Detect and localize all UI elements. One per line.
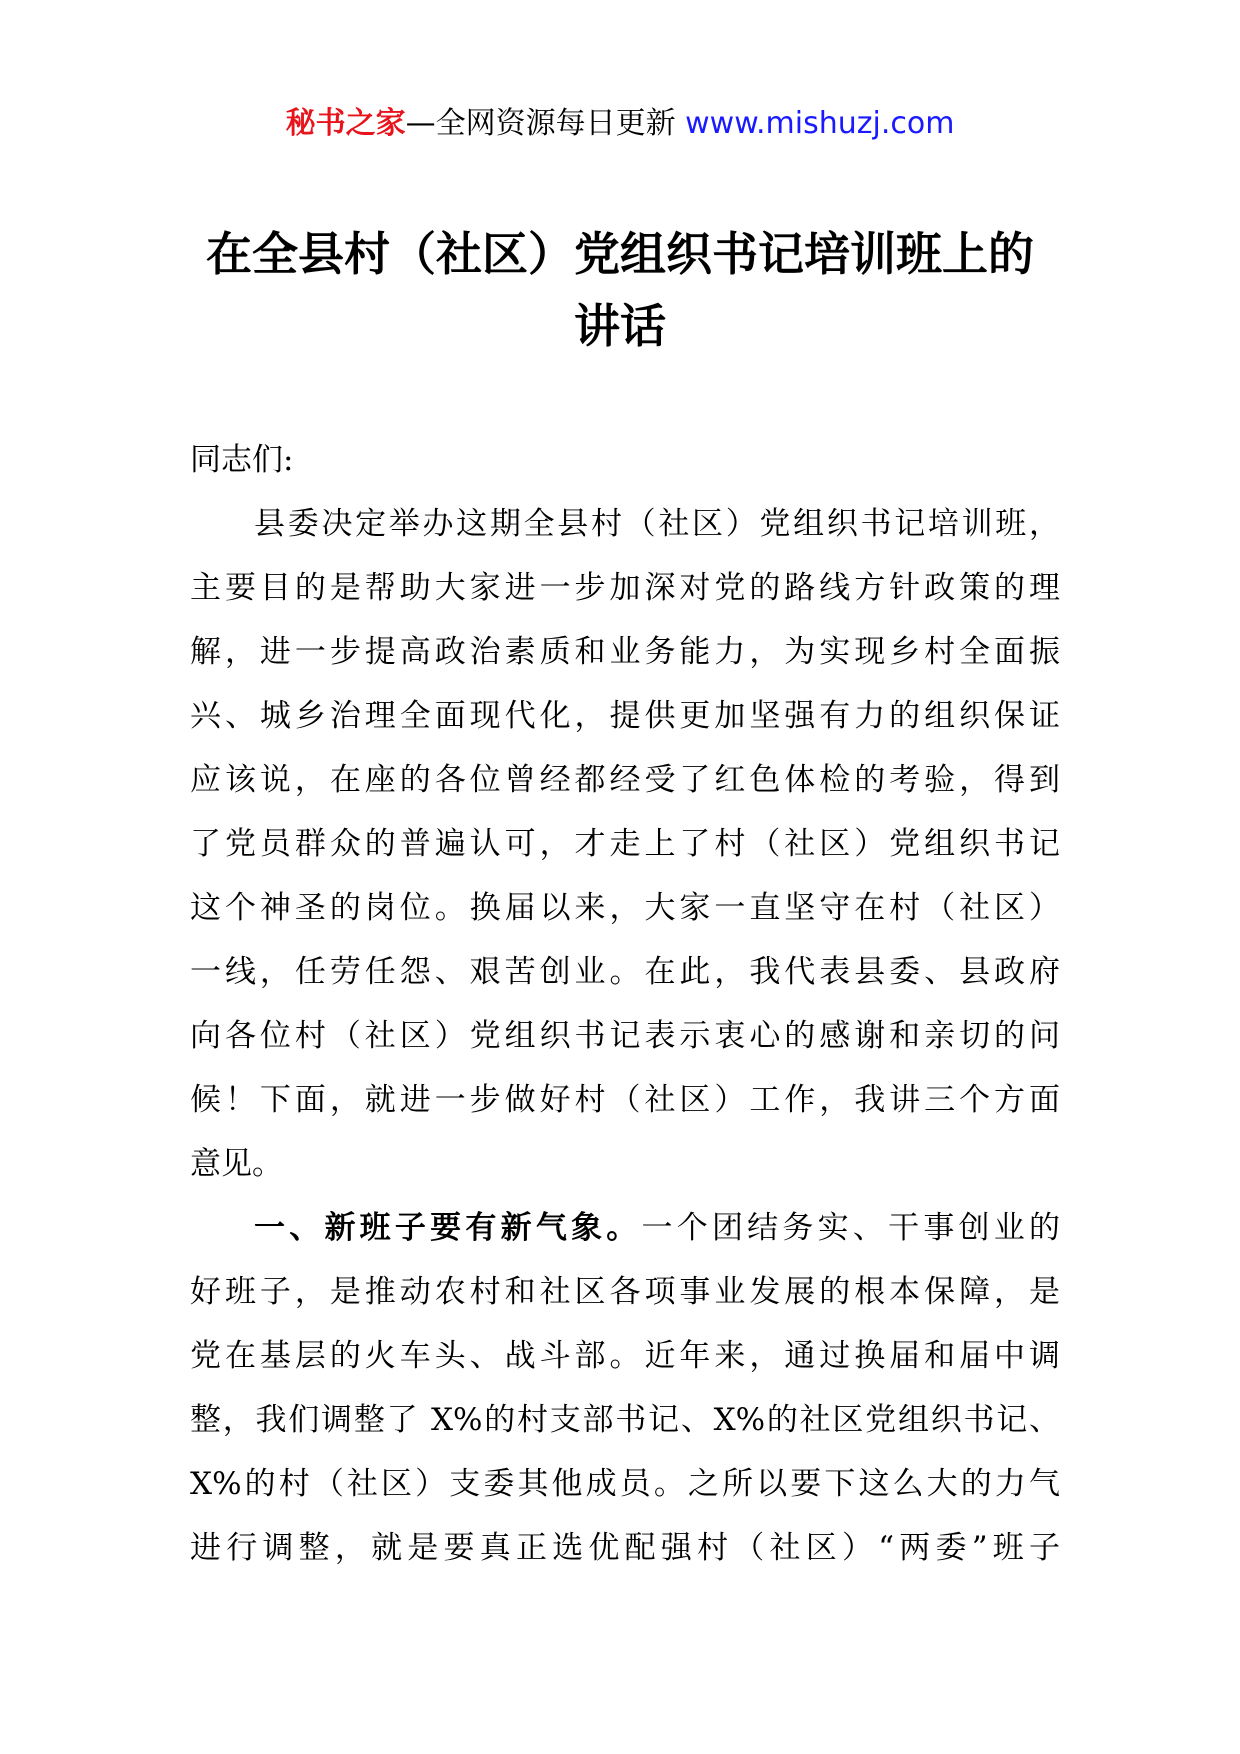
paragraph-line: 一线，任劳任怨、艰苦创业。在此，我代表县委、县政府 <box>190 954 1060 990</box>
title-line-1: 在全县村（社区）党组织书记培训班上的 <box>206 227 1034 281</box>
paragraph-line: 这个神圣的岗位。换届以来，大家一直坚守在村（社区） <box>190 890 1060 926</box>
paragraph-line: 主要目的是帮助大家进一步加深对党的路线方针政策的理 <box>190 570 1060 606</box>
paragraph-1 <box>190 492 1060 1196</box>
paragraph-line: 候！下面，就进一步做好村（社区）工作，我讲三个方面 <box>190 1082 1060 1118</box>
paragraph-line: 县委决定举办这期全县村（社区）党组织书记培训班， <box>254 506 1060 542</box>
section-1 <box>190 1196 1060 1580</box>
title-line-2: 讲话 <box>574 299 666 353</box>
site-header <box>0 102 1240 146</box>
paragraph-line: 应该说，在座的各位曾经都经受了红色体检的考验，得到 <box>190 762 1060 798</box>
section-first-line <box>190 1196 1060 1260</box>
paragraph-line: 兴、城乡治理全面现代化，提供更加坚强有力的组织保证 <box>190 698 1060 734</box>
salutation: 同志们: <box>190 442 294 478</box>
section-heading: 一、新班子要有新气象。 <box>254 1210 642 1246</box>
paragraph-line: 整，我们调整了 X%的村支部书记、X%的社区党组织书记、 <box>190 1402 1060 1438</box>
paragraph-line: 了党员群众的普遍认可，才走上了村（社区）党组织书记 <box>190 826 1060 862</box>
document-title <box>0 218 1240 362</box>
document-body <box>190 428 1060 1580</box>
brand-name: 秘书之家 <box>285 106 406 141</box>
paragraph-line: X%的村（社区）支委其他成员。之所以要下这么大的力气 <box>190 1466 1060 1502</box>
paragraph-line: 党在基层的火车头、战斗部。近年来，通过换届和届中调 <box>190 1338 1060 1374</box>
paragraph-line: 进行调整，就是要真正选优配强村（社区）“两委”班子 <box>190 1530 1060 1566</box>
header-tagline: —全网资源每日更新 <box>405 106 676 141</box>
paragraph-line: 解，进一步提高政治素质和业务能力，为实现乡村全面振 <box>190 634 1060 670</box>
site-url-link[interactable]: www.mishuzj.com <box>685 106 955 141</box>
paragraph-line: 意见。 <box>190 1146 283 1182</box>
paragraph-line: 好班子，是推动农村和社区各项事业发展的根本保障，是 <box>190 1274 1060 1310</box>
section-first-line-text: 一个团结务实、干事创业的 <box>641 1210 1060 1246</box>
paragraph-line: 向各位村（社区）党组织书记表示衷心的感谢和亲切的问 <box>190 1018 1060 1054</box>
